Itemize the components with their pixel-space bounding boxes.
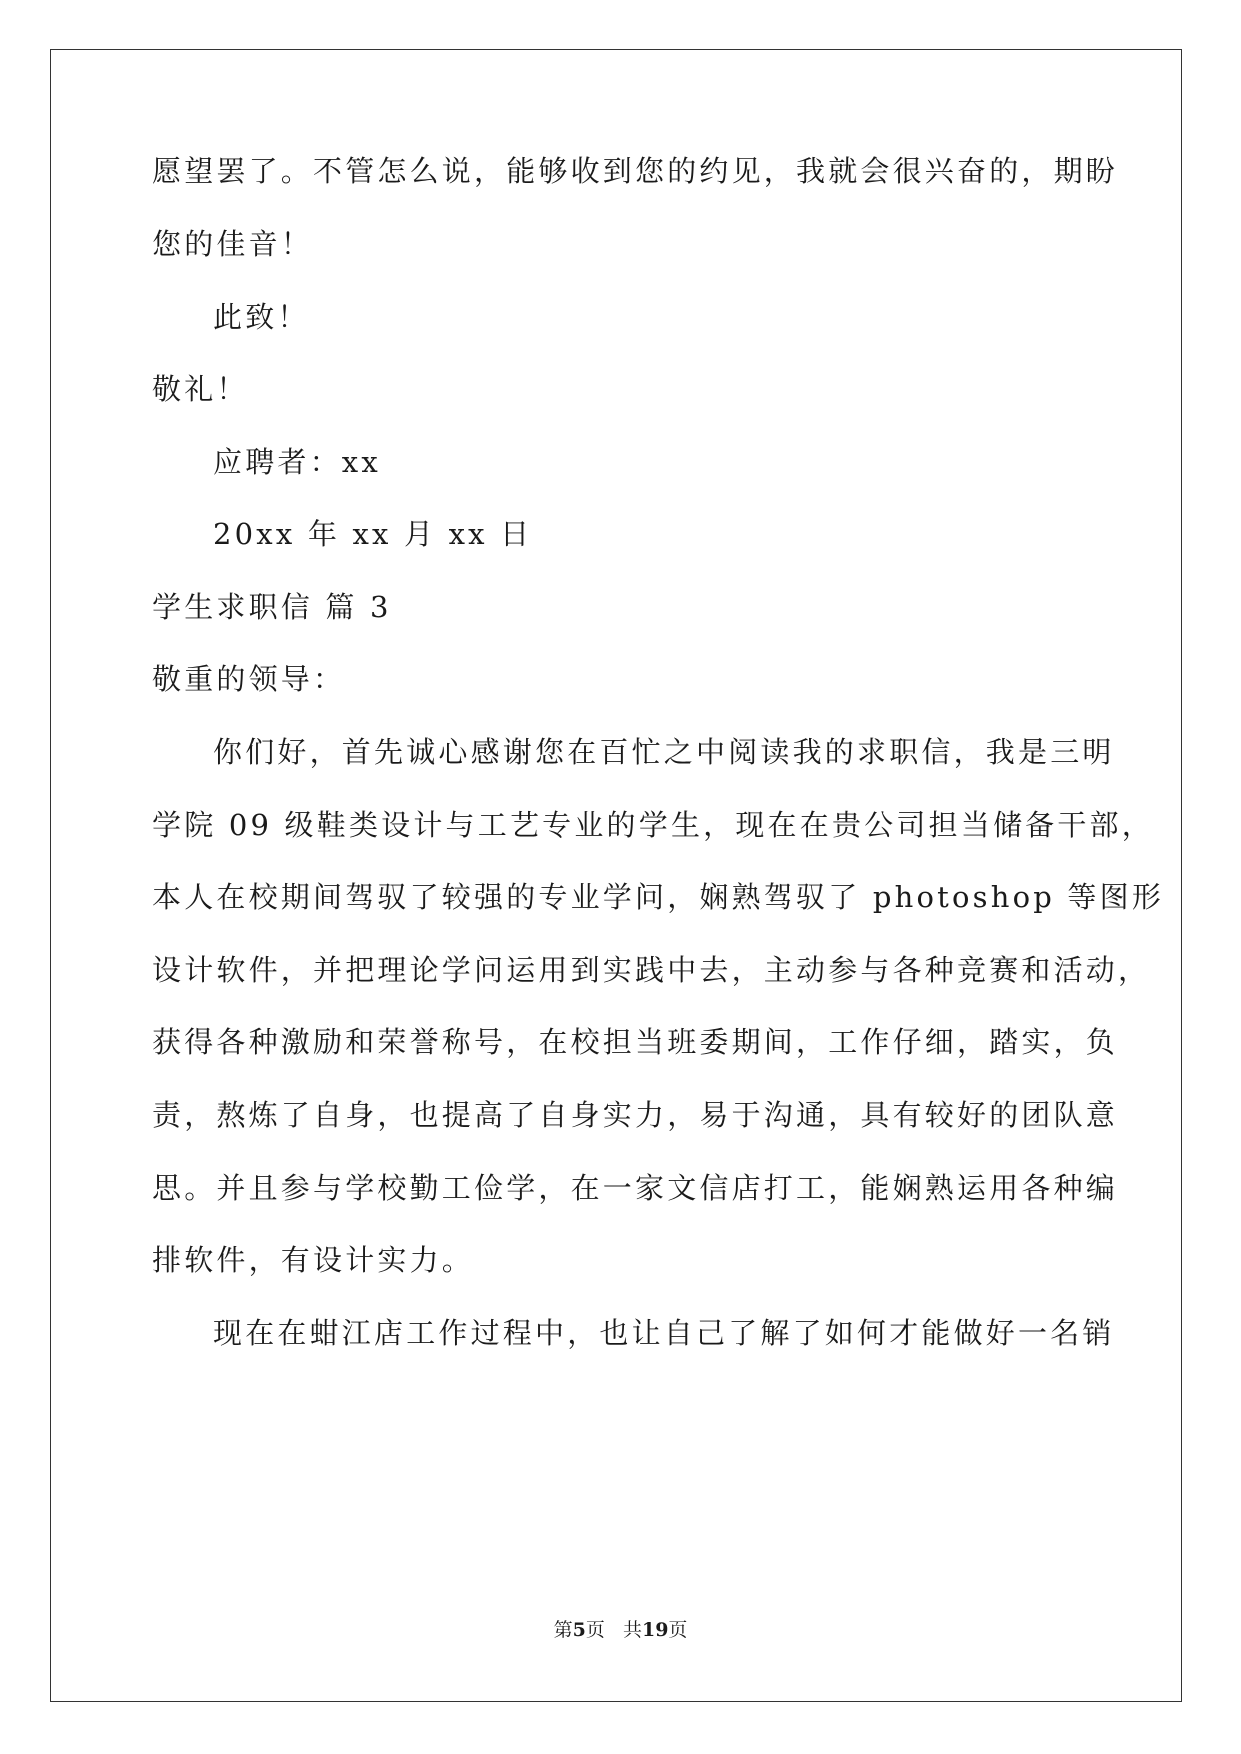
paragraph2-line-1: 现在在蚶江店工作过程中，也让自己了解了如何才能做好一名销: [213, 1316, 1115, 1350]
current-page-number: 5: [572, 1619, 586, 1641]
paragraph-line-1: 你们好，首先诚心感谢您在百忙之中阅读我的求职信，我是三明: [213, 735, 1115, 769]
paragraph-line-5: 获得各种激励和荣誉称号，在校担当班委期间，工作仔细，踏实，负: [152, 1025, 1119, 1059]
paragraph-line-3: 本人在校期间驾驭了较强的专业学问，娴熟驾驭了 photoshop 等图形: [152, 880, 1165, 914]
section-heading: 学生求职信 篇 3: [152, 590, 392, 624]
applicant-signature: 应聘者：xx: [213, 445, 381, 479]
footer-total-label: 页: [668, 1619, 688, 1641]
letter-date: 20xx 年 xx 月 xx 日: [213, 517, 533, 551]
paragraph-line-7: 思。并且参与学校勤工俭学，在一家文信店打工，能娴熟运用各种编: [152, 1171, 1119, 1205]
paragraph-line-2: 学院 09 级鞋类设计与工艺专业的学生，现在在贵公司担当储备干部，: [152, 808, 1154, 842]
page-footer: [0, 1615, 1241, 1642]
text-line-2: 您的佳音！: [152, 227, 314, 261]
paragraph-line-4: 设计软件，并把理论学问运用到实践中去，主动参与各种竞赛和活动，: [152, 953, 1151, 987]
closing-respect: 敬礼！: [152, 372, 249, 406]
footer-total-prefix: 共: [622, 1619, 642, 1641]
paragraph-line-8: 排软件，有设计实力。: [152, 1243, 475, 1277]
text-line-1: 愿望罢了。不管怎么说，能够收到您的约见，我就会很兴奋的，期盼: [152, 154, 1119, 188]
paragraph-line-6: 责，熬炼了自身，也提高了自身实力，易于沟通，具有较好的团队意: [152, 1098, 1119, 1132]
closing-salutation: 此致！: [213, 300, 310, 334]
letter-greeting: 敬重的领导：: [152, 662, 346, 696]
footer-prefix: 第: [553, 1619, 573, 1641]
total-pages-number: 19: [641, 1619, 669, 1641]
footer-page-label: 页: [585, 1619, 605, 1641]
